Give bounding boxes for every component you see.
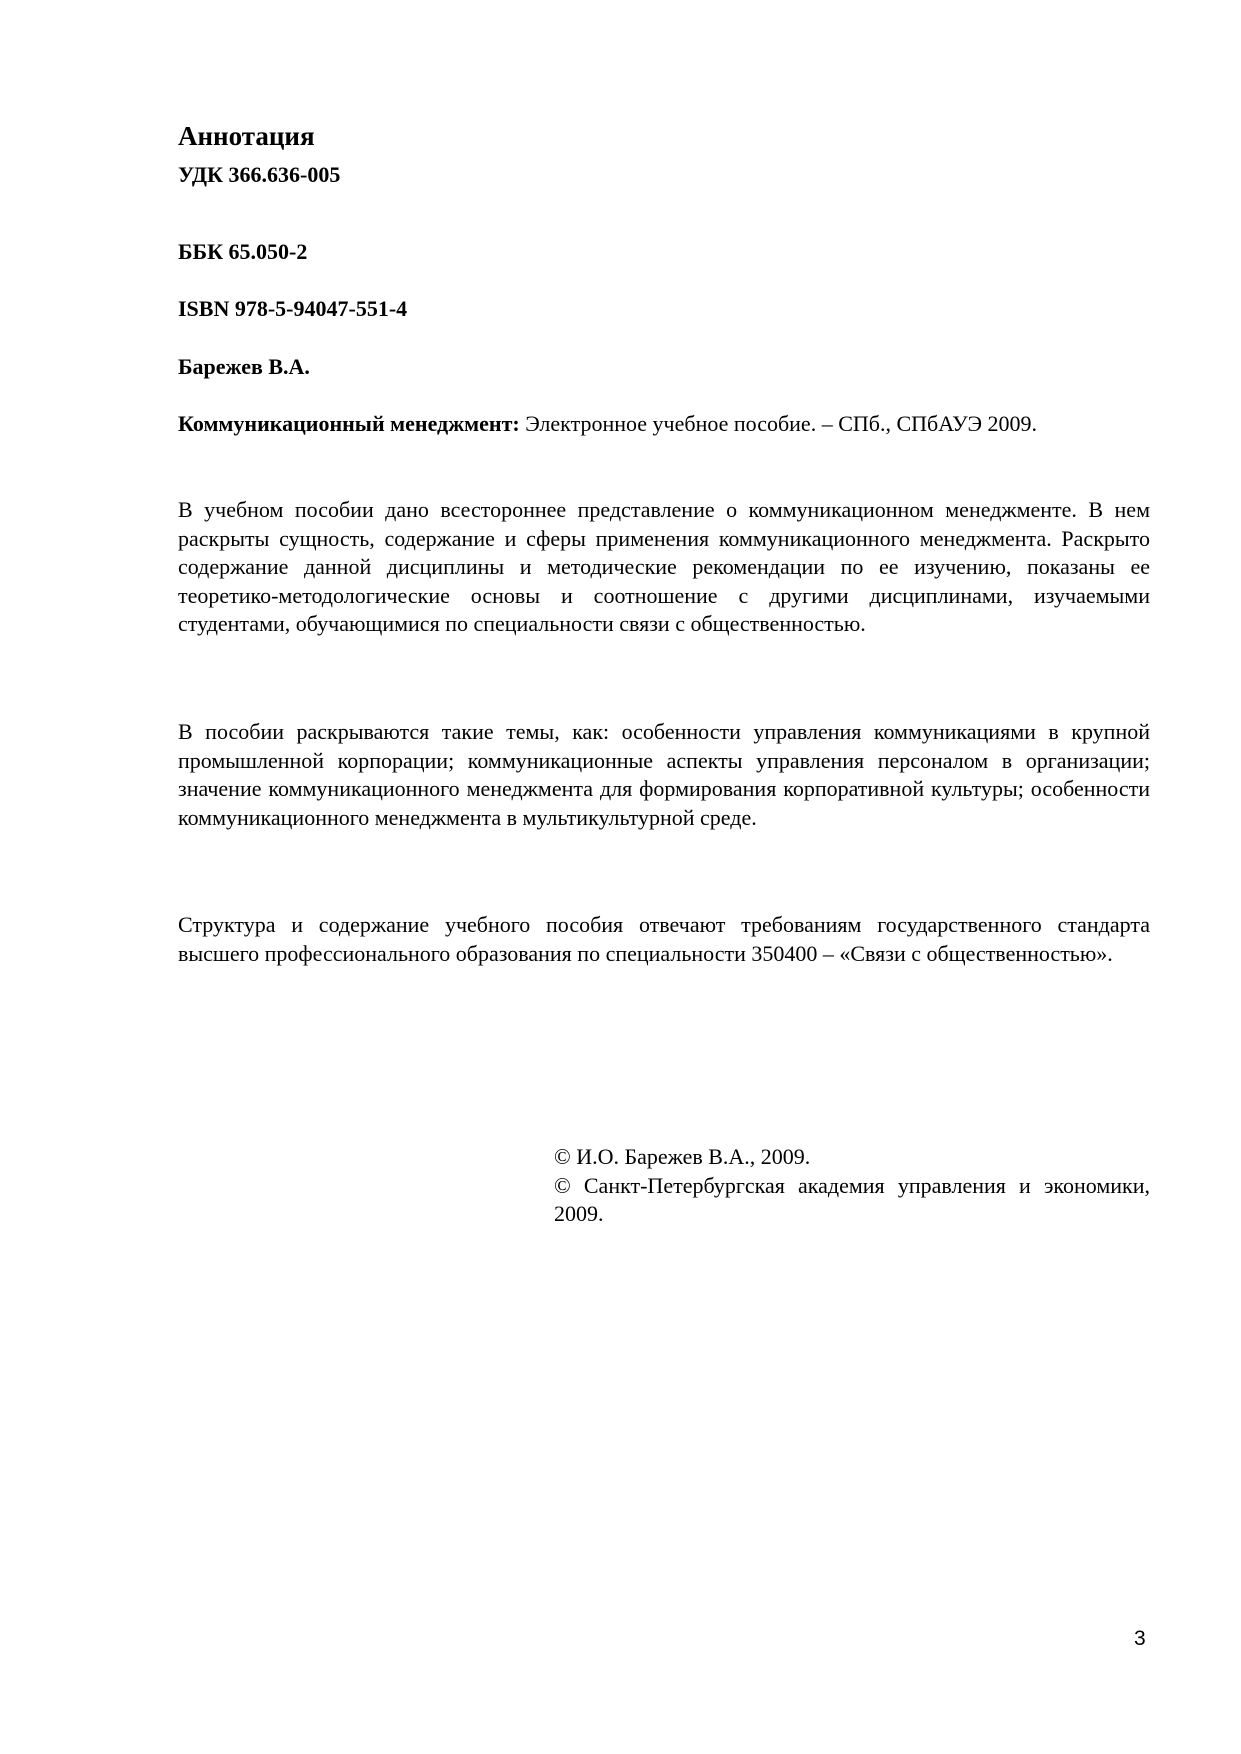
body-paragraph-1: В учебном пособии дано всестороннее представление о коммуникационном менеджменте. В нем раскрыты сущность, содержание и сферы применения коммуникационного менеджмента. Раскрыто содержание данной дисциплины и методические рекомендации по ее изучению, показаны ее теоретико-методологические основы и соотношение с другими дисциплинами, изучаемыми студентами, обучающимися по специальности связи с общественностью. — [178, 497, 1150, 637]
page-number: 3 — [1134, 1627, 1146, 1650]
citation-title: Коммуникационный менеджмент: — [178, 411, 520, 436]
udk-code: УДК 366.636-005 — [178, 162, 341, 187]
bbk-code: ББК 65.050-2 — [178, 239, 308, 264]
body-paragraph-3: Структура и содержание учебного пособия отвечают требованиям государственного стандарта высшего профессионального образования по специальности 350400 – «Связи с общественностью». — [178, 912, 1150, 966]
author-name: Барежев В.А. — [178, 354, 310, 379]
body-paragraph-2: В пособии раскрываются такие темы, как: особенности управления коммуникациями в крупной промышленной корпорации; коммуникационные аспекты управления персоналом в организации; значение коммуникационного менеджмента для формирования корпоративной культуры; особенности коммуникационного менеджмента в мультикультурной среде. — [178, 719, 1150, 830]
copyright-author: © И.О. Барежев В.А., 2009. — [554, 1144, 811, 1169]
citation-details: Электронное учебное пособие. – СПб., СПбАУЭ 2009. — [519, 411, 1037, 436]
copyright-block — [554, 1143, 1150, 1229]
page-title: Аннотация — [178, 121, 315, 151]
copyright-academy: © Санкт-Петербургская академия управления и экономики, 2009. — [554, 1172, 1150, 1227]
citation-paragraph — [178, 410, 1150, 439]
isbn-code: ISBN 978-5-94047-551-4 — [178, 296, 408, 321]
